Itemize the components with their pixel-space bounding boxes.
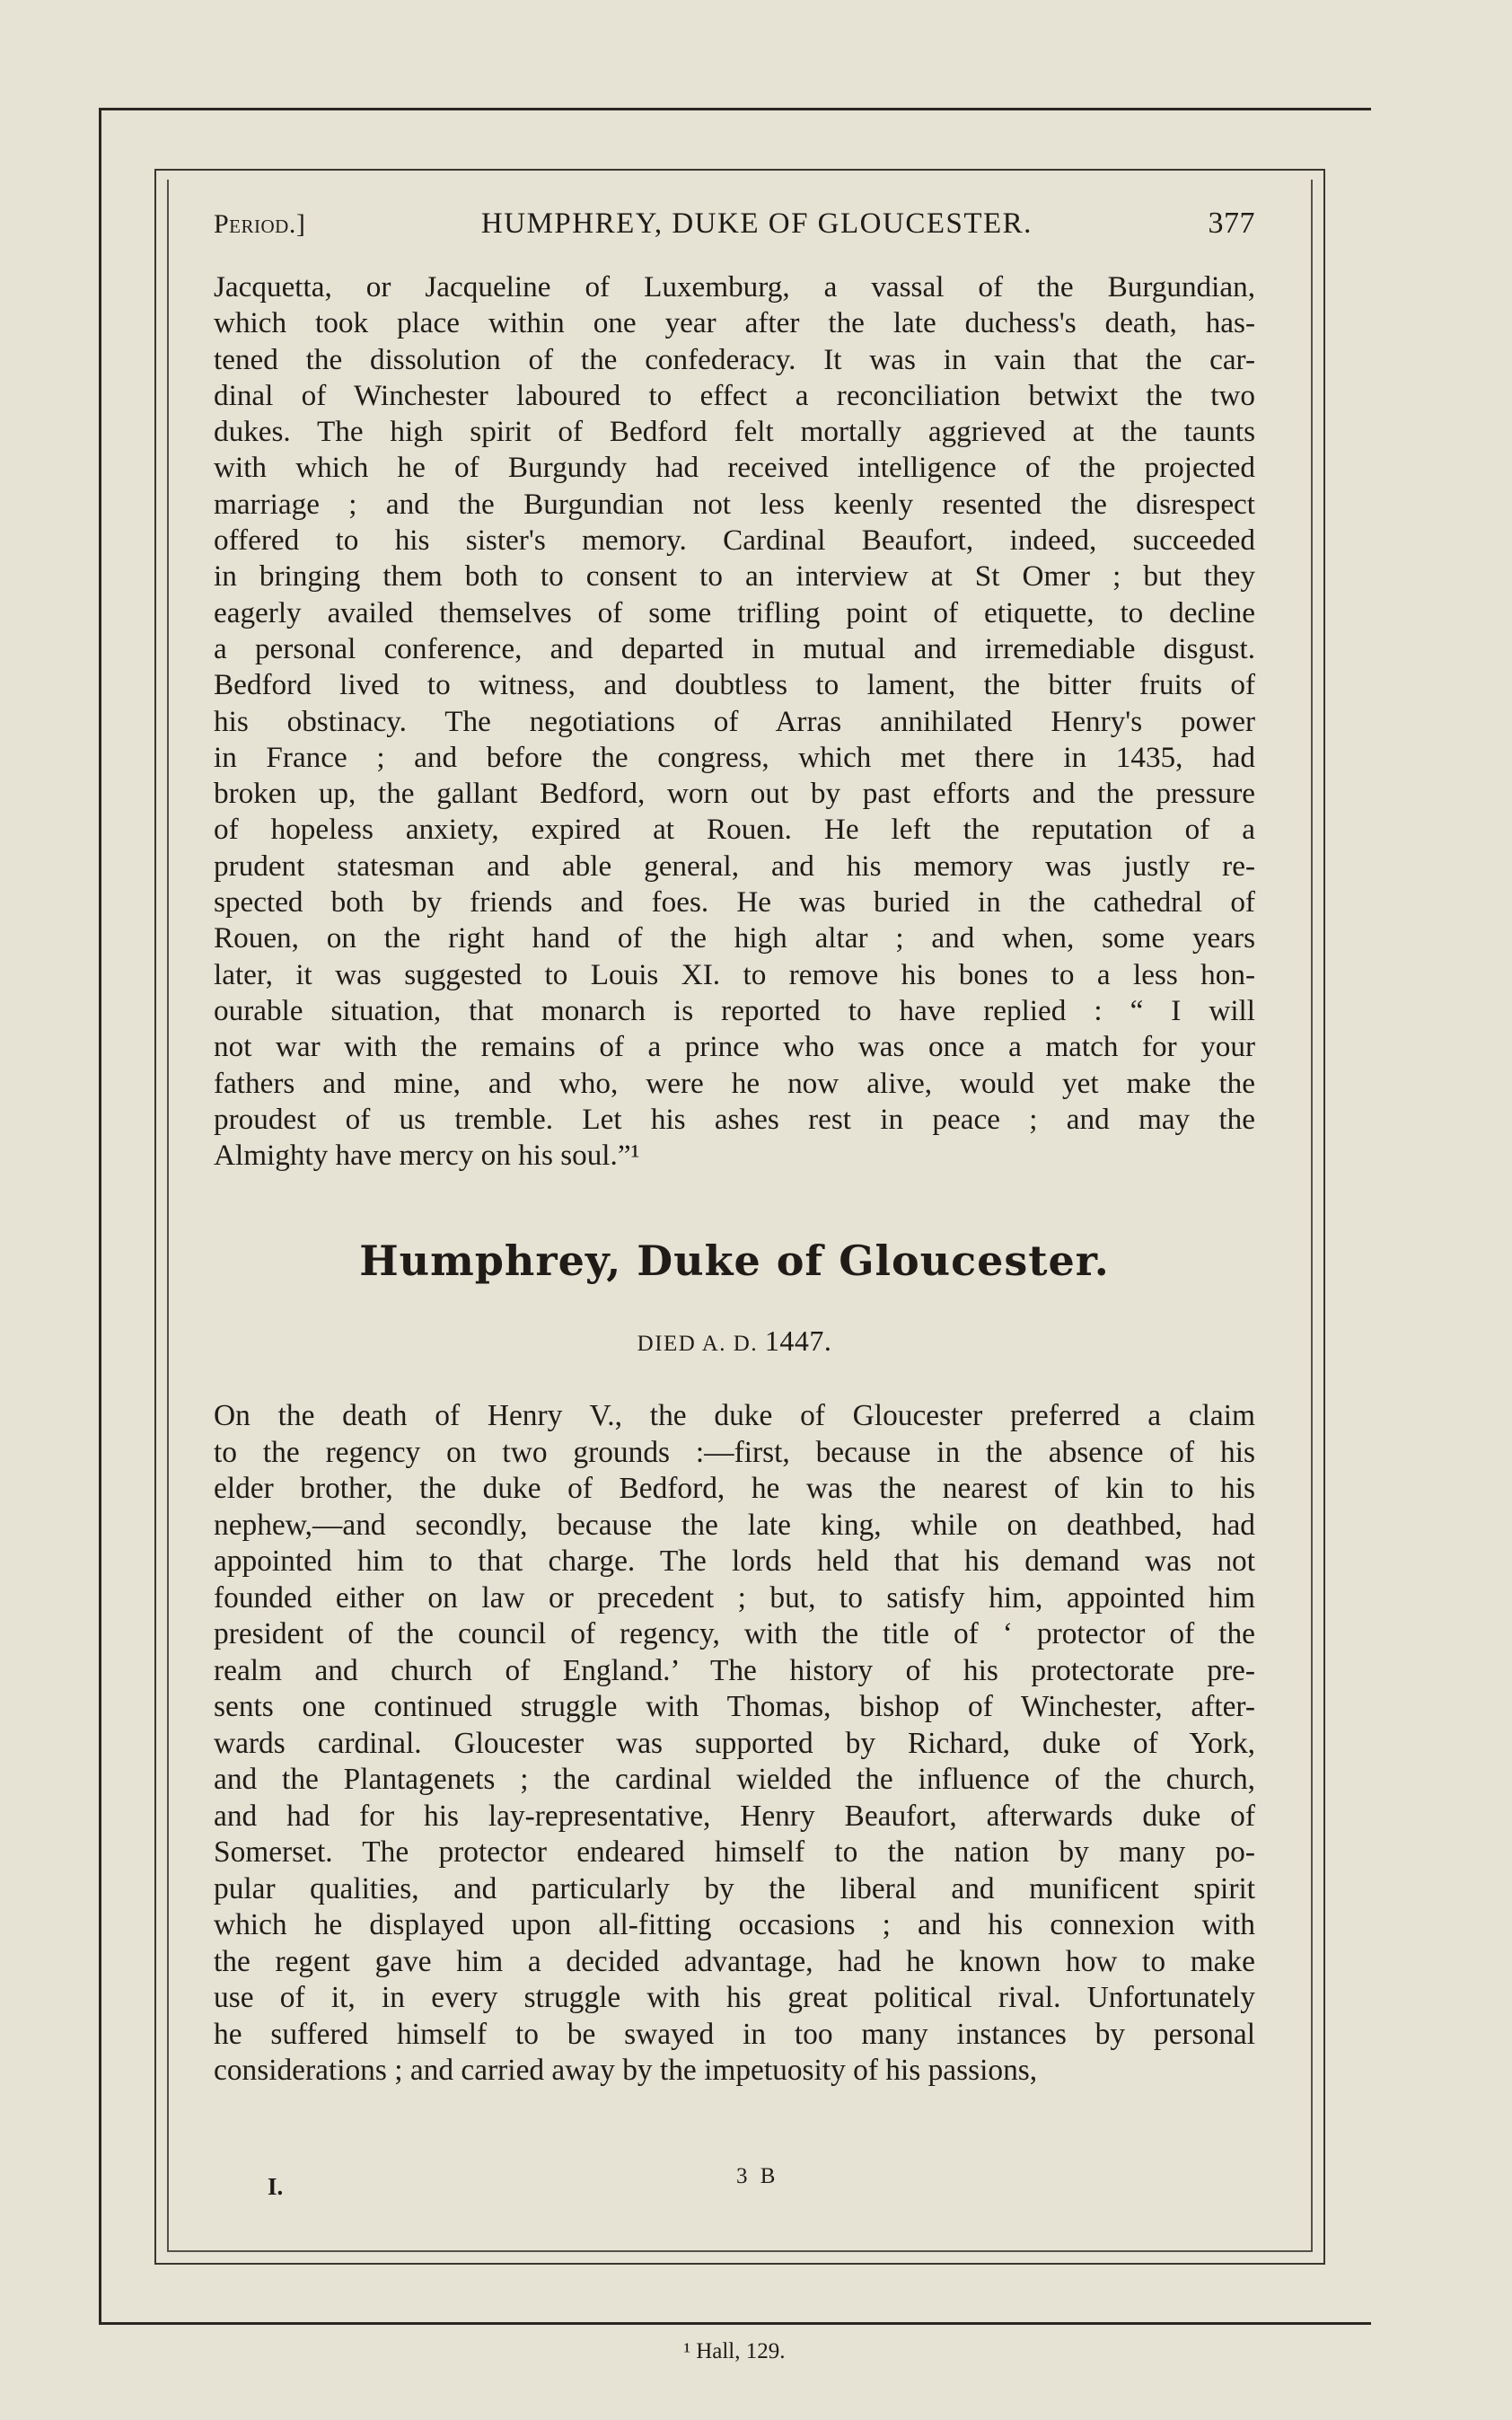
- text-line: ourable situation, that monarch is reported to have replied : “ I will: [214, 993, 1255, 1027]
- died-label: DIED A. D.: [637, 1332, 759, 1357]
- text-line: sents one continued struggle with Thomas, bishop of Winchester, after-: [214, 1690, 1255, 1724]
- text-line: he suffered himself to be swayed in too many instances by personal: [214, 2017, 1255, 2051]
- signature-volume-mark: I.: [268, 2173, 284, 2200]
- text-line: founded either on law or precedent ; but, to satisfy him, appointed him: [214, 1580, 1255, 1615]
- died-line: [214, 1324, 1255, 1360]
- text-line: the regent gave him a decided advantage, had he known how to make: [214, 1944, 1255, 1978]
- text-line: fathers and mine, and who, were he now alive, would yet make the: [214, 1066, 1255, 1100]
- text-line: proudest of us tremble. Let his ashes rest in peace ; and may the: [214, 1102, 1255, 1136]
- text-line: offered to his sister's memory. Cardinal Beaufort, indeed, succeeded: [214, 524, 1255, 558]
- paragraph-bedford-death: [214, 269, 1255, 1174]
- text-line: to the regency on two grounds :—first, because in the absence of his: [214, 1435, 1255, 1469]
- text-line: which he displayed upon all-fitting occasions ; and his connexion with: [214, 1908, 1255, 1942]
- text-line: Rouen, on the right hand of the high altar ; and when, some years: [214, 921, 1255, 955]
- text-line: of hopeless anxiety, expired at Rouen. He left the reputation of a: [214, 813, 1255, 847]
- signature-sheet-mark: 3 B: [736, 2164, 779, 2188]
- text-line: later, it was suggested to Louis XI. to remove his bones to a less hon-: [214, 957, 1255, 991]
- text-line: and the Plantagenets ; the cardinal wielded the influence of the church,: [214, 1763, 1255, 1797]
- running-head: [214, 207, 1255, 269]
- text-line: considerations ; and carried away by the impetuosity of his passions,: [214, 2054, 1038, 2088]
- died-year: 1447.: [764, 1324, 832, 1358]
- page-number: 377: [1208, 207, 1255, 240]
- text-line: his obstinacy. The negotiations of Arras annihilated Henry's power: [214, 704, 1255, 738]
- paragraph-gloucester-regency: [214, 1398, 1255, 2090]
- text-line: a personal conference, and departed in mutual and irremediable disgust.: [214, 631, 1255, 665]
- text-line: and had for his lay-representative, Henry Beaufort, afterwards duke of: [214, 1799, 1255, 1833]
- text-line: realm and church of England.’ The history of his protectorate pre-: [214, 1653, 1255, 1687]
- text-line: dukes. The high spirit of Bedford felt mortally aggrieved at the taunts: [214, 415, 1255, 449]
- text-line: prudent statesman and able general, and his memory was justly re-: [214, 849, 1255, 883]
- text-line: Almighty have mercy on his soul.”¹: [214, 1139, 640, 1173]
- text-line: wards cardinal. Gloucester was supported by Richard, duke of York,: [214, 1726, 1255, 1760]
- text-line: broken up, the gallant Bedford, worn out by past efforts and the pressure: [214, 777, 1255, 811]
- text-line: in France ; and before the congress, which met there in 1435, had: [214, 740, 1255, 774]
- text-line: marriage ; and the Burgundian not less keenly resented the disrespect: [214, 487, 1255, 521]
- text-line: appointed him to that charge. The lords held that his demand was not: [214, 1544, 1255, 1579]
- text-line: with which he of Burgundy had received intelligence of the projected: [214, 451, 1255, 485]
- text-line: which took place within one year after the late duchess's death, has-: [214, 306, 1255, 340]
- text-line: Somerset. The protector endeared himself to the nation by many po-: [214, 1835, 1255, 1870]
- section-title: Humphrey, Duke of Gloucester.: [359, 1236, 1110, 1286]
- text-line: tened the dissolution of the confederacy. It was in vain that the car-: [214, 342, 1255, 376]
- footnote: ¹ Hall, 129.: [683, 2339, 786, 2363]
- text-line: Jacquetta, or Jacqueline of Luxemburg, a vassal of the Burgundian,: [214, 270, 1255, 304]
- text-line: not war with the remains of a prince who was once a match for your: [214, 1030, 1255, 1064]
- running-head-title: HUMPHREY, DUKE OF GLOUCESTER.: [480, 207, 1033, 240]
- text-line: use of it, in every struggle with his great political rival. Unfortunately: [214, 1981, 1255, 2015]
- text-line: eagerly availed themselves of some trifling point of etiquette, to decline: [214, 595, 1255, 629]
- text-line: spected both by friends and foes. He was buried in the cathedral of: [214, 885, 1255, 920]
- text-line: dinal of Winchester laboured to effect a reconciliation betwixt the two: [214, 378, 1255, 412]
- text-line: Bedford lived to witness, and doubtless to lament, the bitter fruits of: [214, 668, 1255, 702]
- text-line: elder brother, the duke of Bedford, he was the nearest of kin to his: [214, 1472, 1255, 1506]
- text-line: On the death of Henry V., the duke of Gloucester preferred a claim: [214, 1399, 1255, 1433]
- text-line: in bringing them both to consent to an interview at St Omer ; but they: [214, 559, 1255, 594]
- text-line: pular qualities, and particularly by the liberal and munificent spirit: [214, 1871, 1255, 1905]
- text-line: nephew,—and secondly, because the late king, while on deathbed, had: [214, 1508, 1255, 1542]
- text-line: president of the council of regency, with the title of ‘ protector of the: [214, 1617, 1255, 1651]
- running-head-period: Period.]: [214, 209, 306, 239]
